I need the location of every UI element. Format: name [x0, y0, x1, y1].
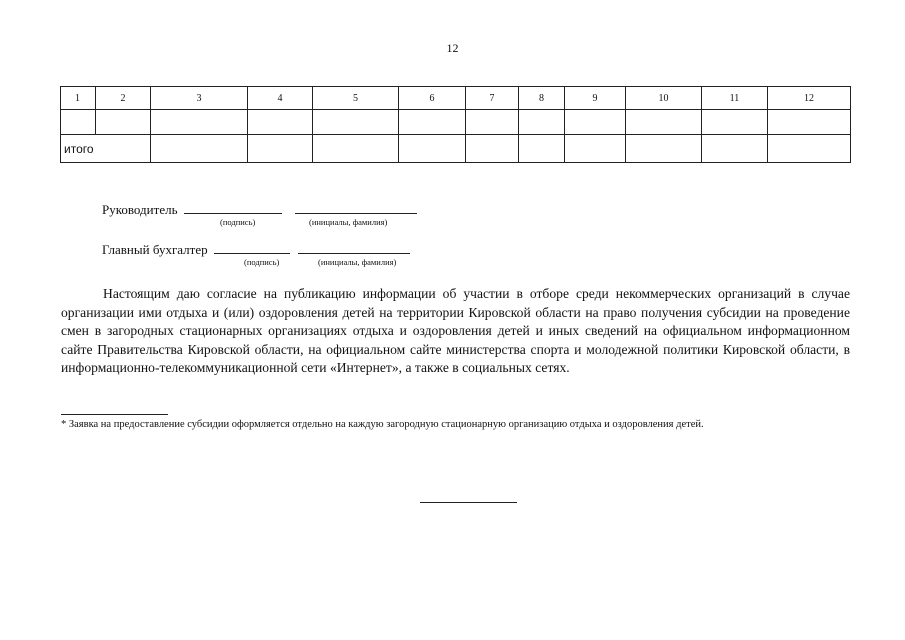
table-cell: [565, 110, 626, 135]
table-cell: [702, 110, 768, 135]
table-cell: [313, 110, 399, 135]
table-cell: [248, 110, 313, 135]
table-header-row: [61, 87, 851, 110]
table-cell: [768, 135, 851, 163]
table-cell: [519, 110, 565, 135]
table-cell: [626, 110, 702, 135]
header-cell: 7: [466, 87, 519, 110]
accountant-name-field: [298, 241, 410, 254]
accountant-caption-signature: (подпись): [244, 257, 280, 267]
head-signature-line: [102, 201, 417, 218]
header-cell: 12: [768, 87, 851, 110]
total-label: итого: [61, 135, 151, 163]
consent-paragraph: Настоящим даю согласие на публикацию информации об участии в отборе среди некоммерческих организаций в случае организации ими отдыха и (или) оздоровления детей на территории Кировской области на право получения субсидии на проведение смен в загородных стационарных организациях отдыха и оздоровления детей и иных сведений на официальном информационном сайте Правительства Кировской области, на официальном сайте министерства спорта и молодежной политики Кировской области, в информационно-телекоммуникационной сети «Интернет», а также в социальных сетях.: [61, 286, 850, 376]
table-cell: [248, 135, 313, 163]
table-total-row: [61, 135, 851, 163]
table-cell: [626, 135, 702, 163]
table-cell: [313, 135, 399, 163]
table-cell: [96, 110, 151, 135]
header-cell: 11: [702, 87, 768, 110]
header-cell: 10: [626, 87, 702, 110]
table-cell: [61, 110, 96, 135]
header-cell: 3: [151, 87, 248, 110]
head-name-field: [295, 201, 417, 214]
header-cell: 6: [399, 87, 466, 110]
footnote: * Заявка на предоставление субсидии оформляется отдельно на каждую загородную стационарную организацию отдыха и оздоровления детей.: [61, 419, 704, 430]
table-cell: [151, 135, 248, 163]
head-signature-field: [184, 201, 282, 214]
table-cell: [768, 110, 851, 135]
header-cell: 4: [248, 87, 313, 110]
table-cell: [519, 135, 565, 163]
table-cell: [399, 135, 466, 163]
table-cell: [466, 135, 519, 163]
header-cell: 2: [96, 87, 151, 110]
accountant-signature-field: [214, 241, 290, 254]
table-cell: [399, 110, 466, 135]
accountant-label: Главный бухгалтер: [102, 242, 208, 257]
head-caption-signature: (подпись): [220, 217, 256, 227]
header-cell: 1: [61, 87, 96, 110]
table-row: [61, 110, 851, 135]
accountant-caption-name: (инициалы, фамилия): [318, 257, 397, 267]
table-cell: [151, 110, 248, 135]
table-cell: [702, 135, 768, 163]
footnote-divider: [61, 414, 168, 415]
data-table: [60, 86, 851, 163]
header-cell: 9: [565, 87, 626, 110]
page-number: 12: [446, 41, 459, 55]
header-cell: 8: [519, 87, 565, 110]
table-cell: [466, 110, 519, 135]
head-caption-name: (инициалы, фамилия): [309, 217, 388, 227]
table-cell: [565, 135, 626, 163]
accountant-signature-line: [102, 241, 410, 258]
header-cell: 5: [313, 87, 399, 110]
end-divider: [420, 502, 517, 503]
head-label: Руководитель: [102, 202, 178, 217]
